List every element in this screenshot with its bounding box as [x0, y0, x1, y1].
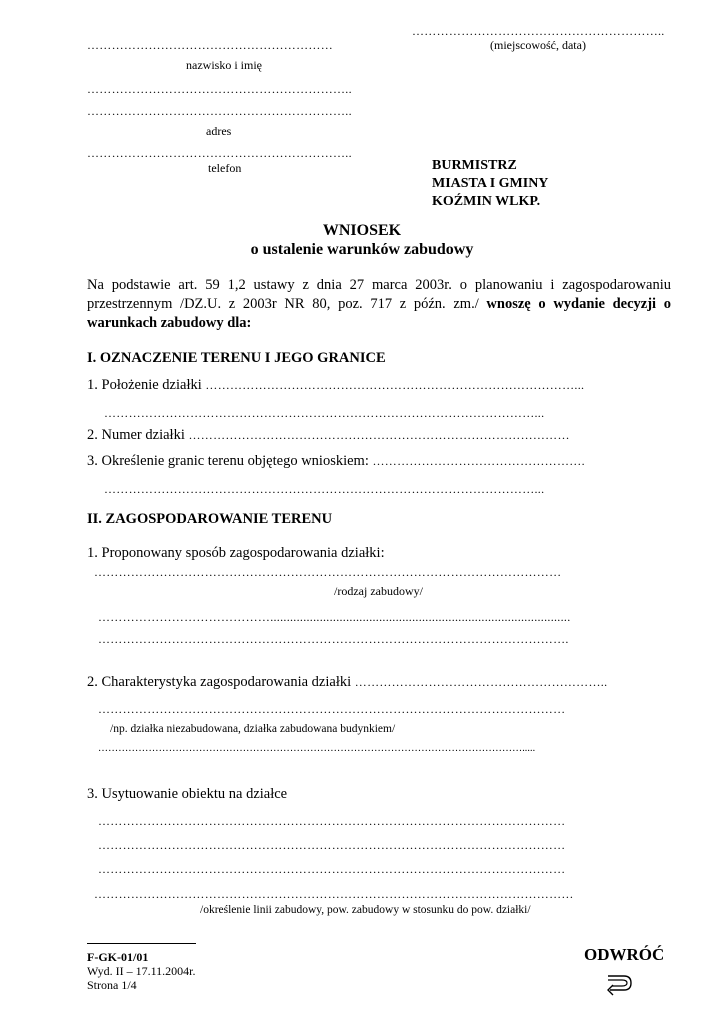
phone-dots[interactable]: ……………………………………………………….. — [87, 146, 352, 160]
land-characteristics-field[interactable]: …………………………………………………….. — [354, 675, 608, 689]
name-dots[interactable]: …………………………………………………… — [87, 38, 333, 52]
form-edition: Wyd. II – 17.11.2004r. — [87, 964, 196, 978]
building-location-field-2[interactable]: …………………………………………………………………………………………………… — [98, 838, 566, 852]
section-2-item-2 — [87, 674, 607, 691]
intro-bold-text: wnoszę o wydanie decyzji o warunkach zabudowy dla: — [87, 296, 672, 331]
document-subtitle: o ustalenie warunków zabudowy — [250, 241, 474, 258]
footer-meta — [87, 950, 196, 992]
land-characteristics-field-cont[interactable]: …………………………………………………………………………………………………… — [98, 702, 566, 716]
turn-over-label: ODWRÓĆ — [584, 945, 665, 964]
plot-number-label: 2. Numer działki — [87, 427, 185, 443]
building-location-label: 3. Usytuowanie obiektu na działce — [87, 786, 288, 802]
plot-location-field[interactable]: ………………………………………………………………………………... — [205, 378, 585, 392]
building-location-field-3[interactable]: …………………………………………………………………………………………………… — [98, 862, 566, 876]
proposed-use-field[interactable]: …………………………………………………………………………………………………… — [94, 565, 562, 579]
section-1-item-2 — [87, 427, 570, 444]
plot-location-label: 1. Położenie działki — [87, 377, 202, 393]
addressee-line-2: MIASTA I GMINY — [432, 176, 549, 191]
address-label: adres — [206, 124, 232, 138]
addressee-line-3: KOŹMIN WLKP. — [432, 194, 541, 209]
building-location-field-4[interactable]: ……………………………………………………………………………………………………… — [94, 887, 574, 901]
area-boundaries-field-cont[interactable]: ……………………………………………………………………………………………... — [104, 482, 545, 496]
place-date-dots[interactable]: …………………………………………………….. — [412, 24, 665, 38]
document-title: WNIOSEK — [322, 222, 402, 239]
proposed-use-field-3[interactable]: ……………………………………………………………………………………………………. — [98, 632, 569, 646]
land-characteristics-label: 2. Charakterystyka zagospodarowania działki — [87, 674, 352, 690]
address-dots-2[interactable]: ……………………………………………………….. — [87, 104, 352, 118]
section-1-item-1 — [87, 377, 584, 394]
intro-text: Na podstawie art. 59 1,2 ustawy z dnia 27 marca 2003r. o planowaniu i zagospodarowaniu przestrzennym /DZ.U. z 2003r NR 80, poz. 717 z późn. zm./ — [87, 277, 671, 312]
proposed-use-label: 1. Proponowany sposób zagospodarowania działki: — [87, 545, 385, 561]
building-location-hint: /określenie linii zabudowy, pow. zabudowy w stosunku do pow. działki/ — [200, 904, 531, 916]
land-characteristics-field-2[interactable]: ………………………………………………………………………………………………………………..... — [98, 743, 536, 754]
area-boundaries-field[interactable]: ……………………………………………. — [372, 454, 585, 468]
form-code: F-GK-01/01 — [87, 950, 149, 964]
section-1-item-3 — [87, 453, 585, 470]
building-location-field-1[interactable]: …………………………………………………………………………………………………… — [98, 814, 566, 828]
land-characteristics-hint: /np. działka niezabudowana, działka zabudowana budynkiem/ — [110, 723, 396, 735]
plot-location-field-cont[interactable]: ……………………………………………………………………………………………... — [104, 406, 545, 420]
area-boundaries-label: 3. Określenie granic terenu objętego wnioskiem: — [87, 453, 369, 469]
turn-page-arrow-icon — [604, 972, 634, 1003]
name-label: nazwisko i imię — [186, 58, 262, 72]
address-dots-1[interactable]: ……………………………………………………….. — [87, 82, 352, 96]
proposed-use-field-2[interactable]: ……………………………………........................................................................................... — [98, 610, 571, 624]
phone-label: telefon — [208, 161, 242, 175]
place-date-label: (miejscowość, data) — [490, 38, 586, 52]
section-2-heading: II. ZAGOSPODAROWANIE TERENU — [87, 511, 333, 527]
addressee-line-1: BURMISTRZ — [432, 158, 517, 173]
proposed-use-hint: /rodzaj zabudowy/ — [334, 584, 423, 598]
plot-number-field[interactable]: ………………………………………………………………………………… — [188, 428, 570, 442]
addressee-block — [432, 157, 548, 211]
intro-paragraph — [87, 276, 671, 333]
page-number: Strona 1/4 — [87, 978, 137, 992]
footer-divider — [87, 943, 196, 944]
section-1-heading: I. OZNACZENIE TERENU I JEGO GRANICE — [87, 350, 386, 366]
